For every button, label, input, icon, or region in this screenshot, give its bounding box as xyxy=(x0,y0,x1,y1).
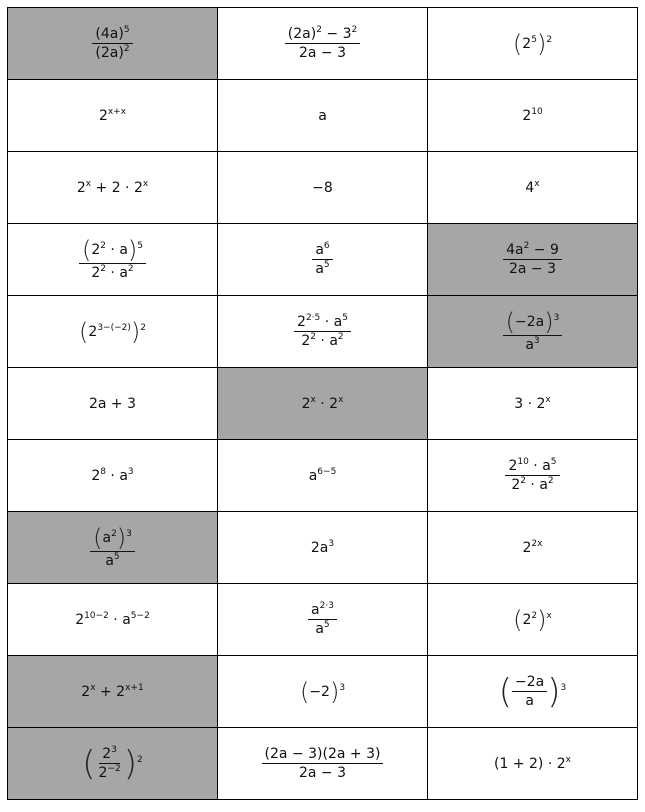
base: 2 xyxy=(76,179,86,196)
left-paren: ( xyxy=(79,317,89,346)
left-paren: ( xyxy=(93,523,103,552)
fraction xyxy=(90,523,135,569)
exponent: 2·3 xyxy=(319,600,334,611)
exponent: 5 xyxy=(550,456,557,467)
math-expression xyxy=(513,605,552,634)
expression-cell xyxy=(428,8,638,80)
outer-exponent: x xyxy=(546,610,552,621)
numerator xyxy=(312,242,332,260)
term: 2 xyxy=(102,745,112,762)
math-expression xyxy=(81,684,143,700)
math-expression xyxy=(505,456,559,493)
operator-term: · a xyxy=(105,467,128,484)
expression-cell xyxy=(8,80,218,152)
term: 2 xyxy=(91,264,101,281)
math-expression xyxy=(494,756,571,772)
expression-cell xyxy=(218,80,428,152)
math-expression xyxy=(285,24,360,61)
math-expression xyxy=(311,540,334,556)
base: 2 xyxy=(522,35,532,52)
expression-cell xyxy=(218,368,428,440)
denominator xyxy=(522,692,537,709)
term: a xyxy=(315,621,324,637)
right-paren: ) xyxy=(547,671,561,712)
base: 2 xyxy=(522,539,532,556)
left-paren: ( xyxy=(513,605,523,634)
numerator xyxy=(505,458,559,476)
term: a xyxy=(105,552,114,569)
expression-table xyxy=(7,7,638,800)
table-row xyxy=(8,368,638,440)
expression-cell xyxy=(8,656,218,728)
fraction xyxy=(503,242,562,277)
term: 2a − 3 xyxy=(298,765,347,781)
table-row xyxy=(8,152,638,224)
right-paren: ) xyxy=(130,317,141,346)
table-body xyxy=(8,8,638,800)
table-row xyxy=(8,80,638,152)
exponent: 2 xyxy=(123,44,130,54)
base: (1 + 2) · 2 xyxy=(494,755,566,772)
base: 2 xyxy=(81,683,91,700)
expression-text: −8 xyxy=(312,179,333,196)
math-expression xyxy=(522,108,542,124)
exponent: 2 xyxy=(520,476,526,486)
expression-text: a xyxy=(318,107,327,124)
base: 2 xyxy=(91,467,101,484)
term: 4a xyxy=(506,241,524,258)
term: −2a xyxy=(515,673,545,690)
fraction xyxy=(512,674,547,709)
expression-cell xyxy=(428,368,638,440)
denominator xyxy=(312,260,332,277)
exponent: 2 xyxy=(351,24,358,35)
denominator xyxy=(508,476,556,493)
base: 2 xyxy=(522,107,532,124)
operator-term: + 2 · 2 xyxy=(91,179,143,196)
denominator xyxy=(298,332,346,349)
right-paren: ) xyxy=(536,29,547,58)
term: 2a − 3 xyxy=(298,45,347,61)
exponent: 5 xyxy=(113,551,120,562)
exponent: 3 xyxy=(127,466,134,477)
exponent: x xyxy=(142,178,149,189)
term: 2a − 3 xyxy=(508,261,557,277)
base: 2 xyxy=(522,611,532,628)
base: 4 xyxy=(525,179,535,196)
fraction xyxy=(312,242,332,277)
right-paren: ) xyxy=(544,307,554,336)
table-row xyxy=(8,584,638,656)
term: · a xyxy=(320,313,343,330)
math-expression xyxy=(309,468,337,484)
exponent: x xyxy=(338,394,344,405)
term: · a xyxy=(525,477,548,493)
numerator xyxy=(99,746,120,764)
math-expression xyxy=(79,317,146,346)
denominator xyxy=(96,764,124,781)
numerator xyxy=(285,26,360,44)
table-row xyxy=(8,8,638,80)
exponent: 3−(−2) xyxy=(97,322,131,333)
term: 2 xyxy=(297,313,306,330)
fraction xyxy=(294,314,351,349)
exponent: 5−2 xyxy=(130,610,150,621)
exponent: 10−2 xyxy=(84,610,109,621)
expression-cell xyxy=(428,296,638,368)
right-paren: ) xyxy=(116,523,127,552)
operator-term: · 2 xyxy=(315,395,339,412)
denominator xyxy=(312,620,332,637)
left-paren: ( xyxy=(82,743,96,784)
exponent: x xyxy=(565,754,571,765)
term: (4a) xyxy=(95,25,124,42)
term: − 9 xyxy=(529,241,559,258)
exponent: 6 xyxy=(323,240,330,251)
base: 2 xyxy=(301,395,311,412)
expression-cell xyxy=(428,512,638,584)
term: 2 xyxy=(508,457,518,474)
term: 2 xyxy=(91,241,101,258)
math-expression xyxy=(90,523,135,569)
table-row xyxy=(8,224,638,296)
term: · a xyxy=(315,333,338,349)
term: −2a xyxy=(515,313,545,330)
math-expression xyxy=(75,612,150,628)
expression-cell xyxy=(218,512,428,584)
exponent: 2 xyxy=(523,240,530,251)
denominator xyxy=(102,552,122,569)
exponent: 10 xyxy=(517,456,529,467)
exponent: x xyxy=(85,178,92,189)
expression-cell xyxy=(218,224,428,296)
table-row xyxy=(8,728,638,800)
numerator xyxy=(503,242,562,260)
exponent: 2 xyxy=(547,476,554,486)
left-paren: ( xyxy=(505,307,516,336)
exponent: 2 xyxy=(310,332,316,342)
term: a xyxy=(525,693,534,709)
expression-cell xyxy=(428,584,638,656)
outer-exponent: 5 xyxy=(137,240,144,251)
outer-exponent: 2 xyxy=(140,322,146,333)
exponent: 3 xyxy=(111,744,117,755)
denominator xyxy=(92,44,132,61)
outer-exponent: 2 xyxy=(546,34,553,45)
denominator xyxy=(296,764,349,781)
exponent: x xyxy=(534,178,540,189)
exponent: 8 xyxy=(100,466,106,477)
expression-cell xyxy=(8,728,218,800)
exponent: 3 xyxy=(328,538,335,549)
expression-cell xyxy=(218,728,428,800)
table-row xyxy=(8,656,638,728)
exponent: x xyxy=(310,394,316,405)
expression-cell xyxy=(428,656,638,728)
exponent: x xyxy=(545,394,551,405)
left-paren: ( xyxy=(498,671,513,712)
expression-cell xyxy=(8,224,218,296)
operator-term: + 2 xyxy=(95,683,126,700)
table-row xyxy=(8,512,638,584)
fraction xyxy=(79,235,146,281)
numerator xyxy=(79,235,146,264)
math-expression xyxy=(89,396,136,412)
math-expression xyxy=(503,240,562,277)
expression-text: 2a + 3 xyxy=(88,395,137,412)
term: a xyxy=(315,261,324,277)
base: 2 xyxy=(75,611,85,628)
left-paren: ( xyxy=(81,235,92,264)
operator-term: · a xyxy=(108,611,131,628)
term: (2a) xyxy=(95,45,124,61)
math-expression xyxy=(99,108,126,124)
math-expression xyxy=(262,745,384,781)
numerator xyxy=(512,674,547,692)
term: · a xyxy=(105,241,128,258)
expression-cell xyxy=(428,80,638,152)
base: 2 xyxy=(88,323,98,340)
math-expression xyxy=(312,180,333,196)
expression-cell xyxy=(8,8,218,80)
expression-cell xyxy=(218,8,428,80)
base: 3 · 2 xyxy=(514,395,546,412)
math-expression xyxy=(525,180,539,196)
expression-cell xyxy=(218,440,428,512)
base: −2 xyxy=(309,683,330,700)
expression-cell xyxy=(428,224,638,296)
exponent: x+x xyxy=(107,106,127,117)
left-paren: ( xyxy=(512,29,523,58)
term: · a xyxy=(105,264,128,281)
exponent: 5 xyxy=(123,24,130,35)
exponent: 3 xyxy=(533,335,540,346)
exponent: 10 xyxy=(531,106,543,117)
exponent: 2 xyxy=(337,332,344,342)
exponent: 2 xyxy=(127,263,134,274)
math-expression xyxy=(92,24,132,61)
expression-cell xyxy=(428,728,638,800)
math-expression xyxy=(312,240,332,277)
exponent: 6−5 xyxy=(317,466,337,477)
numerator xyxy=(294,314,351,332)
term: 2 xyxy=(98,765,108,781)
math-expression xyxy=(498,671,567,712)
term: a xyxy=(315,241,324,258)
exponent: 2 xyxy=(100,263,106,274)
expression-cell xyxy=(428,152,638,224)
expression-cell xyxy=(8,152,218,224)
expression-cell xyxy=(218,152,428,224)
exponent: 2 xyxy=(316,24,322,35)
exponent: 5 xyxy=(531,34,537,45)
right-paren: ) xyxy=(329,677,340,706)
math-expression xyxy=(82,743,143,784)
fraction xyxy=(262,746,384,781)
exponent: 5 xyxy=(323,260,330,270)
exponent: 2 xyxy=(100,240,106,251)
outer-exponent: 3 xyxy=(560,682,567,693)
exponent: 5 xyxy=(323,620,330,630)
outer-exponent: 2 xyxy=(137,754,143,765)
exponent: 2 xyxy=(111,528,117,539)
right-paren: ) xyxy=(127,235,138,264)
numerator xyxy=(262,746,384,764)
exponent: x+1 xyxy=(125,682,144,693)
right-paren: ) xyxy=(123,743,137,784)
expression-cell xyxy=(218,584,428,656)
left-paren: ( xyxy=(299,677,310,706)
term: (2a − 3)(2a + 3) xyxy=(264,745,381,762)
outer-exponent: 3 xyxy=(339,682,346,693)
term: − 3 xyxy=(321,25,352,42)
math-expression xyxy=(512,29,553,58)
denominator xyxy=(88,264,136,281)
exponent: x xyxy=(90,682,96,693)
numerator xyxy=(92,26,132,44)
expression-cell xyxy=(8,512,218,584)
term: · a xyxy=(528,457,551,474)
math-expression xyxy=(299,677,346,706)
outer-exponent: 3 xyxy=(553,312,560,323)
numerator xyxy=(90,523,135,552)
math-expression xyxy=(318,108,327,124)
denominator xyxy=(296,44,349,61)
math-expression xyxy=(302,396,344,412)
right-paren: ) xyxy=(537,605,547,634)
numerator xyxy=(503,307,563,336)
expression-cell xyxy=(8,368,218,440)
math-expression xyxy=(514,396,551,412)
term: (2a) xyxy=(287,25,317,42)
exponent: −2 xyxy=(107,764,121,774)
exponent: 2·5 xyxy=(305,312,321,323)
base: 2a xyxy=(310,539,329,556)
math-expression xyxy=(523,540,543,556)
exponent: 2 xyxy=(531,610,538,621)
fraction xyxy=(285,26,360,61)
table-row xyxy=(8,440,638,512)
expression-cell xyxy=(428,440,638,512)
exponent: 5 xyxy=(342,312,348,323)
numerator xyxy=(308,602,337,620)
base: a xyxy=(308,467,318,484)
denominator xyxy=(506,260,559,277)
exponent: 2x xyxy=(531,538,543,549)
table-row xyxy=(8,296,638,368)
term: 2 xyxy=(511,477,521,493)
term: a xyxy=(102,529,112,546)
expression-cell xyxy=(8,296,218,368)
math-expression xyxy=(79,235,146,281)
term: a xyxy=(311,601,320,618)
fraction xyxy=(92,26,132,61)
base: 2 xyxy=(98,107,108,124)
outer-exponent: 3 xyxy=(126,528,132,539)
fraction xyxy=(96,746,124,781)
fraction xyxy=(503,307,563,353)
math-expression xyxy=(503,307,563,353)
term: a xyxy=(525,336,534,353)
math-expression xyxy=(77,180,148,196)
expression-cell xyxy=(218,296,428,368)
term: 2 xyxy=(301,333,311,349)
fraction xyxy=(308,602,337,637)
denominator xyxy=(522,336,542,353)
expression-cell xyxy=(8,584,218,656)
expression-cell xyxy=(218,656,428,728)
expression-cell xyxy=(8,440,218,512)
math-expression xyxy=(91,468,133,484)
fraction xyxy=(505,458,559,493)
